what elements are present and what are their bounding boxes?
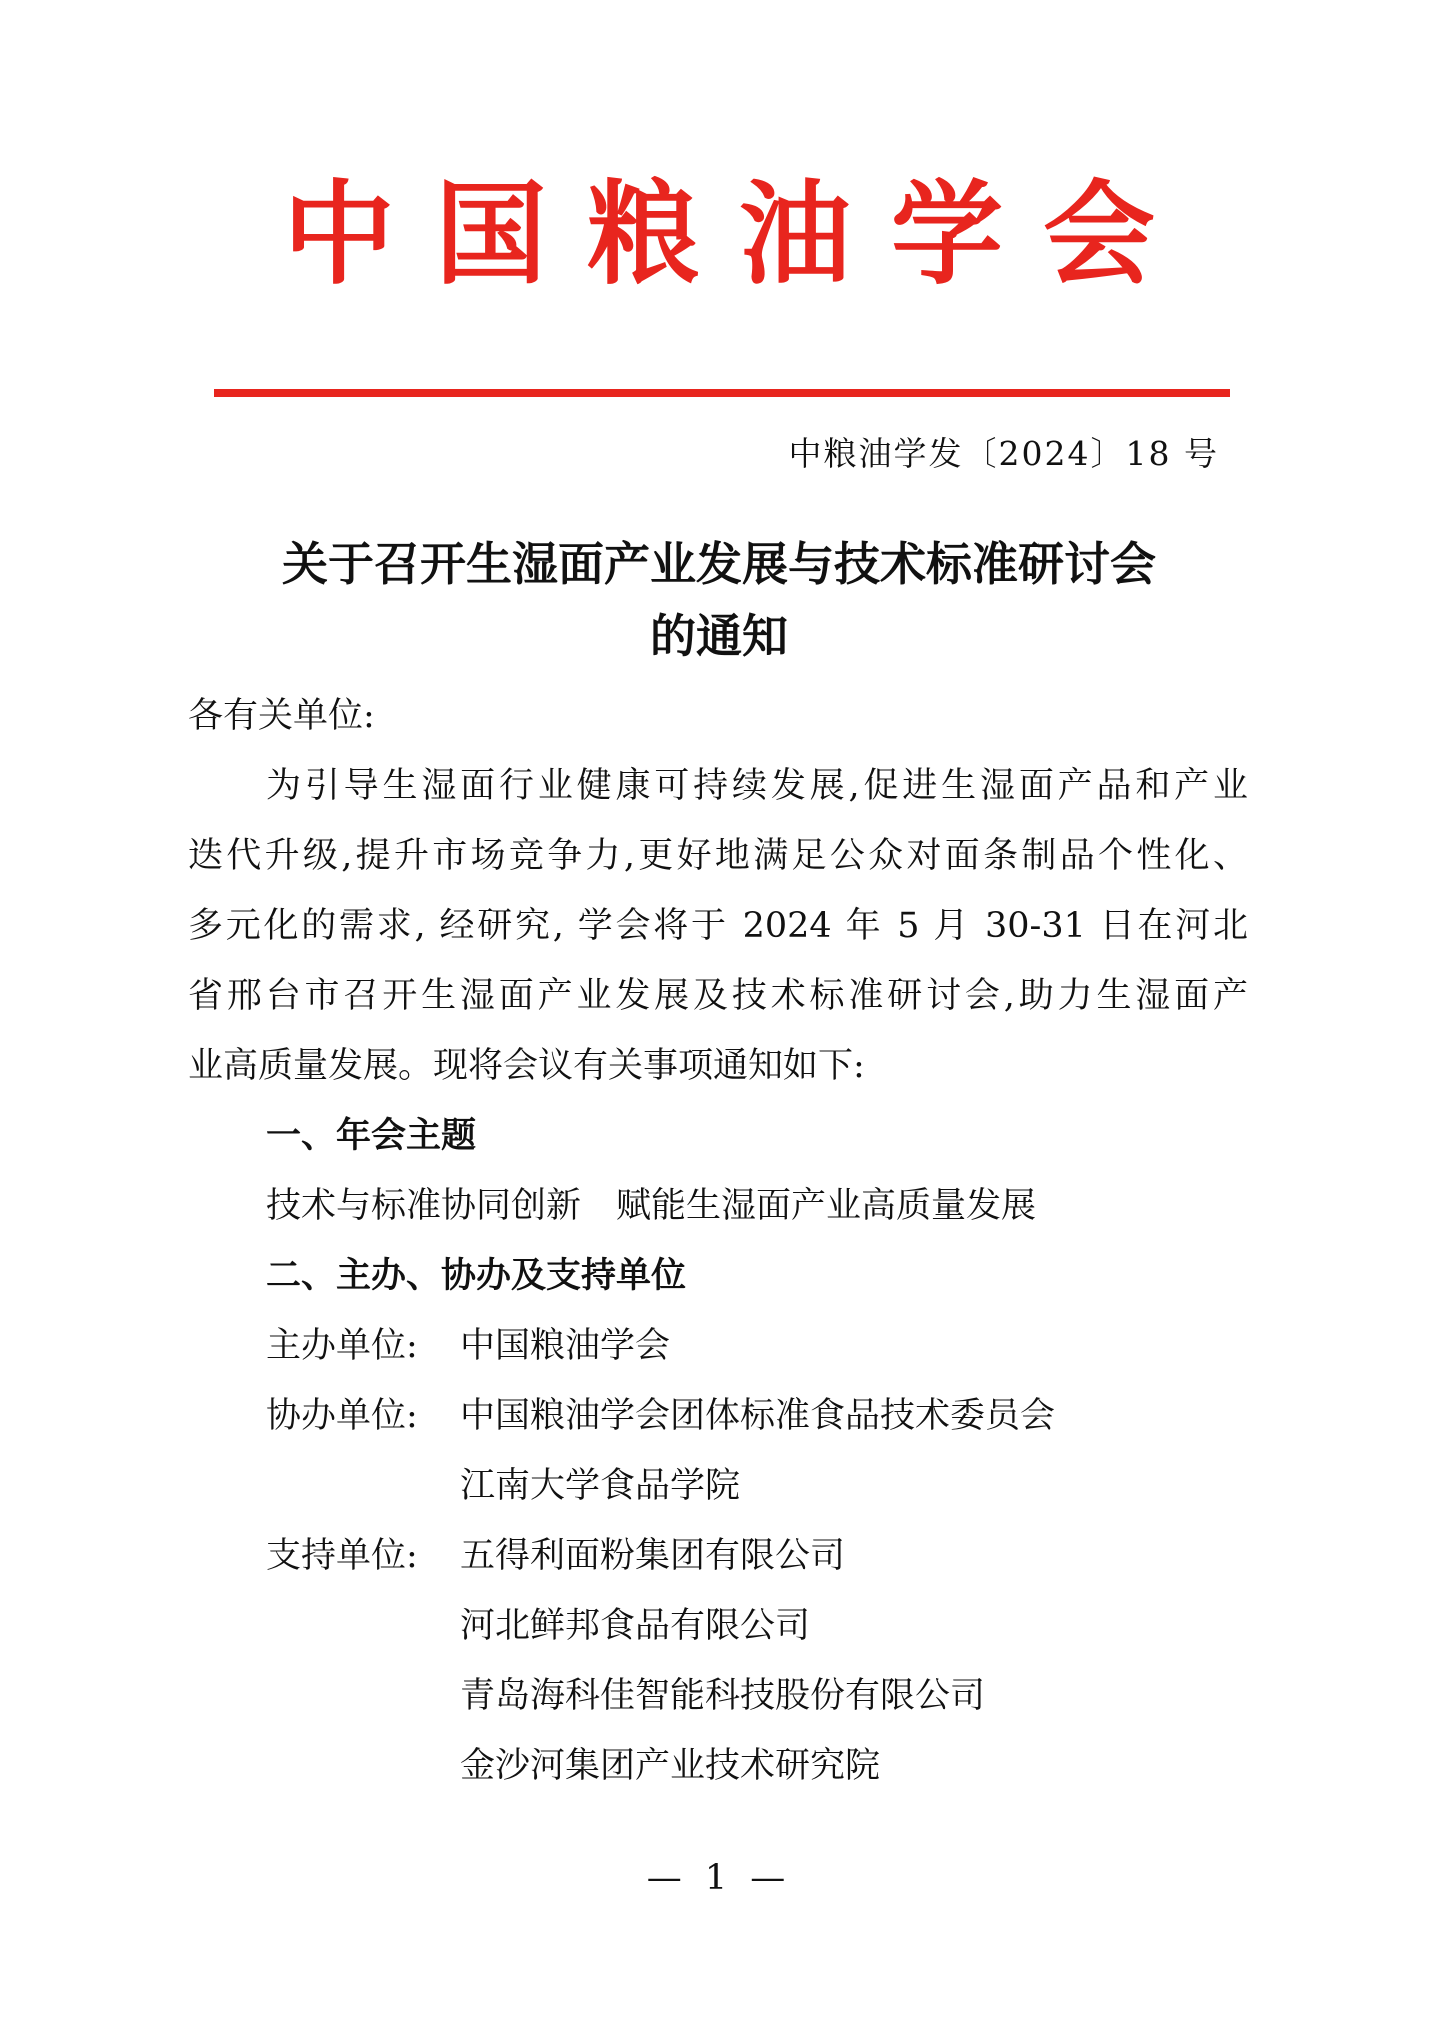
body-line: 多元化的需求, 经研究, 学会将于 2024 年 5 月 30-31 日在河北 [188, 906, 1248, 946]
notice-title-line-1: 关于召开生湿面产业发展与技术标准研讨会 [282, 537, 1156, 591]
body-line: 省邢台市召开生湿面产业发展及技术标准研讨会,助力生湿面产 [188, 976, 1248, 1016]
host-label: 主办单位: [266, 1326, 418, 1366]
conference-theme: 技术与标准协同创新 赋能生湿面产业高质量发展 [266, 1186, 1037, 1226]
supporter-item: 金沙河集团产业技术研究院 [460, 1746, 881, 1786]
notice-title-line-2: 的通知 [650, 609, 788, 663]
document-number: 中粮油学发〔2024〕18 号 [788, 434, 1219, 473]
host-org: 中国粮油学会 [460, 1326, 671, 1366]
salutation: 各有关单位: [188, 696, 375, 736]
org-letterhead-title: 中国粮油学会 [283, 170, 1195, 300]
co-organizer-item: 中国粮油学会团体标准食品技术委员会 [460, 1396, 1056, 1436]
page-number: — 1 — [646, 1858, 792, 1898]
co-organizer-item: 江南大学食品学院 [460, 1466, 741, 1506]
body-line: 迭代升级,提升市场竞争力,更好地满足公众对面条制品个性化、 [188, 836, 1248, 876]
section-2-heading: 二、主办、协办及支持单位 [266, 1255, 687, 1296]
co-organizer-label: 协办单位: [266, 1396, 418, 1436]
body-line: 为引导生湿面行业健康可持续发展,促进生湿面产品和产业 [266, 766, 1248, 806]
supporter-item: 河北鲜邦食品有限公司 [460, 1606, 811, 1646]
letterhead-red-rule [214, 389, 1230, 397]
supporter-item: 青岛海科佳智能科技股份有限公司 [460, 1676, 986, 1716]
supporter-label: 支持单位: [266, 1536, 418, 1576]
body-paragraph [188, 751, 1248, 1101]
supporter-item: 五得利面粉集团有限公司 [460, 1536, 846, 1576]
section-1-heading: 一、年会主题 [266, 1115, 477, 1156]
body-line: 业高质量发展。现将会议有关事项通知如下: [188, 1046, 865, 1086]
